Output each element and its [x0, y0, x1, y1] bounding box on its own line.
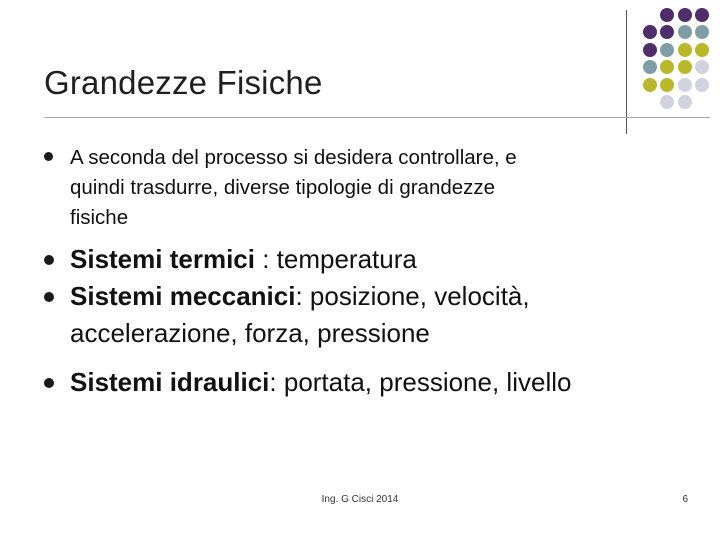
footer-author: Ing. G Cisci 2014 — [321, 494, 399, 505]
decorative-dot — [643, 78, 657, 92]
bullet-line: fisiche — [70, 206, 129, 229]
bullet-term: Sistemi idraulici — [70, 367, 270, 397]
bullet-desc: : posizione, velocità, — [295, 281, 530, 311]
decorative-dot — [678, 43, 692, 57]
bullet-dot — [44, 292, 54, 302]
decorative-dot — [660, 25, 674, 39]
bullet-desc: : temperatura — [254, 244, 417, 274]
decorative-dot — [695, 43, 709, 57]
decorative-dot — [678, 25, 692, 39]
decorative-dot — [643, 60, 657, 74]
decorative-dot — [660, 60, 674, 74]
bullet-text — [70, 278, 670, 352]
decorative-dot — [643, 25, 657, 39]
decorative-dot — [695, 8, 709, 22]
bullet-line: quindi trasdurre, diverse tipologie di grandezze — [70, 176, 496, 199]
bullet-dot — [44, 255, 54, 265]
bullet-line: accelerazione, forza, pressione — [70, 318, 430, 348]
vertical-divider — [626, 10, 627, 134]
bullet-dot — [44, 152, 53, 161]
bullet-term: Sistemi meccanici — [70, 281, 296, 311]
decorative-dot — [678, 60, 692, 74]
decorative-dot — [660, 95, 674, 109]
page-number: 6 — [682, 494, 688, 505]
slide-title: Grandezze Fisiche — [44, 64, 323, 101]
bullet-term: Sistemi termici — [70, 244, 255, 274]
bullet-text — [70, 241, 670, 278]
bullet-line: A seconda del processo si desidera controllare, e — [70, 146, 517, 169]
decorative-dot — [695, 78, 709, 92]
bullet-desc: : portata, pressione, livello — [269, 367, 572, 397]
bullet-text — [70, 364, 670, 401]
bullet-text — [70, 143, 670, 233]
title-underline — [44, 117, 710, 118]
decorative-dot — [660, 43, 674, 57]
decorative-dot — [660, 8, 674, 22]
decorative-dot — [660, 78, 674, 92]
decorative-dot — [695, 25, 709, 39]
decorative-dot — [678, 95, 692, 109]
decorative-dot — [678, 78, 692, 92]
bullet-dot — [44, 378, 54, 388]
decorative-dot — [643, 43, 657, 57]
decorative-dot — [695, 60, 709, 74]
decorative-dot — [678, 8, 692, 22]
